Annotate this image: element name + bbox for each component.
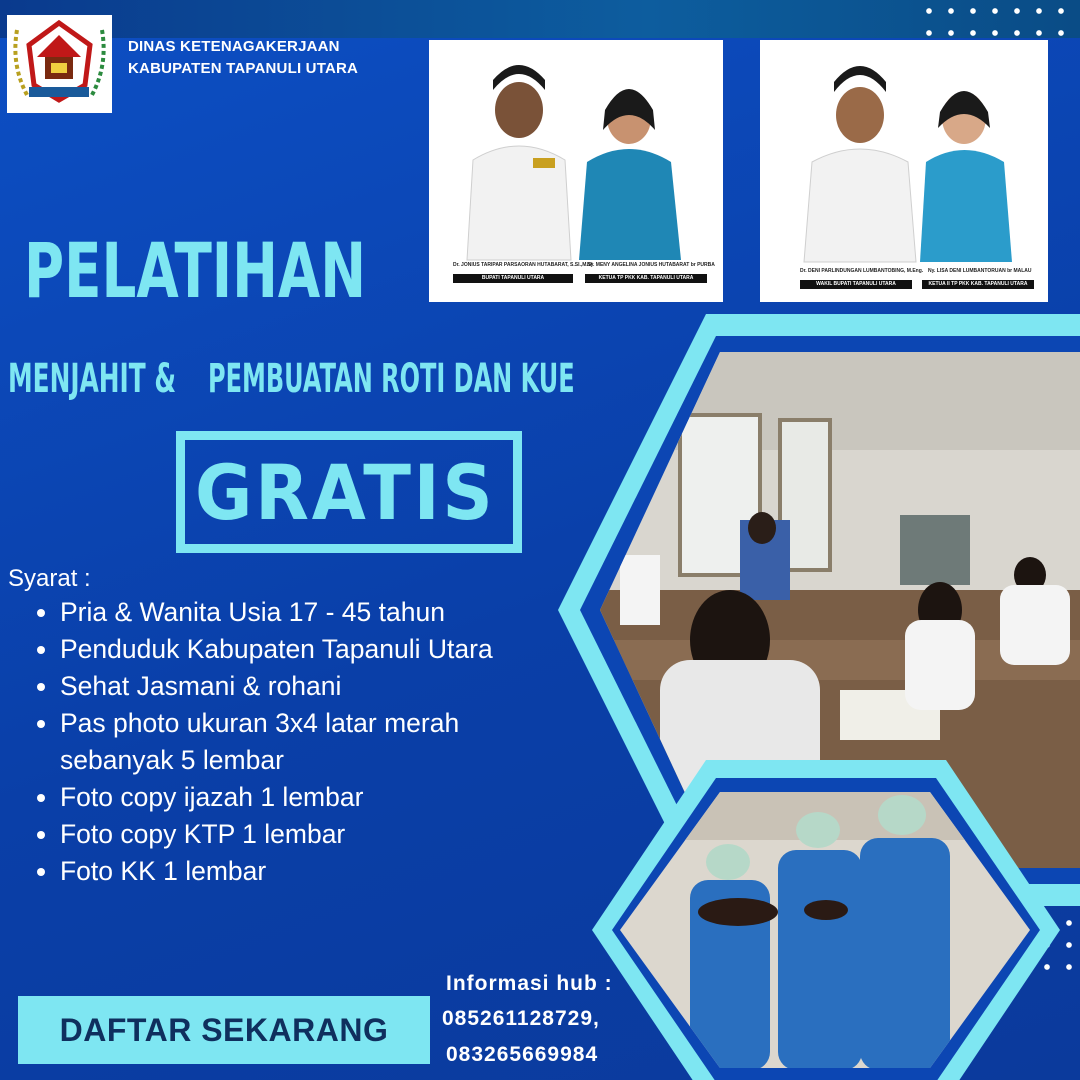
list-item: • Pas photo ukuran 3x4 latar merah sebanyak 5 lembar xyxy=(60,705,530,779)
register-now-button[interactable] xyxy=(18,996,430,1064)
official-name-left: Dr. JONIUS TARIPAR PARSAORAN HUTABARAT, S.SI.,M.SI xyxy=(453,262,593,268)
contact-phone-1[interactable]: 085261128729, xyxy=(442,1007,600,1030)
list-item: • Pria & Wanita Usia 17 - 45 tahun xyxy=(60,594,530,631)
contact-phone-2[interactable]: 083265669984 xyxy=(446,1043,599,1066)
free-badge: GRATIS xyxy=(195,448,496,537)
official-name-right: Ny. MENY ANGELINA JONIUS HUTABARAT br PURBA xyxy=(587,262,715,268)
official-role-right: KETUA TP PKK KAB. TAPANULI UTARA xyxy=(585,274,707,283)
headline-subtitle-part2: PEMBUATAN ROTI DAN KUE xyxy=(208,356,575,402)
list-item: • Foto copy KTP 1 lembar xyxy=(60,816,530,853)
requirements-heading: Syarat : xyxy=(8,565,91,592)
headline-title: PELATIHAN xyxy=(24,226,367,315)
list-item: • Penduduk Kabupaten Tapanuli Utara xyxy=(60,631,530,668)
list-item: • Foto copy ijazah 1 lembar xyxy=(60,779,530,816)
department-line-2: KABUPATEN TAPANULI UTARA xyxy=(128,60,359,77)
official-role-left: BUPATI TAPANULI UTARA xyxy=(453,274,573,283)
official-name-left: Dr. DENI PARLINDUNGAN LUMBANTOBING, M.Eng. xyxy=(800,268,924,274)
list-item: • Sehat Jasmani & rohani xyxy=(60,668,530,705)
headline-subtitle-part1: MENJAHIT & xyxy=(8,356,176,402)
requirements-list xyxy=(30,594,530,890)
official-name-right: Ny. LISA DENI LUMBANTORUAN br MALAU xyxy=(928,268,1032,274)
department-line-1: DINAS KETENAGAKERJAAN xyxy=(128,38,340,55)
contact-heading: Informasi hub : xyxy=(446,972,613,995)
official-role-left: WAKIL BUPATI TAPANULI UTARA xyxy=(800,280,912,289)
register-now-label: DAFTAR SEKARANG xyxy=(59,1012,389,1048)
list-item: • Foto KK 1 lembar xyxy=(60,853,530,890)
official-role-right: KETUA II TP PKK KAB. TAPANULI UTARA xyxy=(922,280,1034,289)
